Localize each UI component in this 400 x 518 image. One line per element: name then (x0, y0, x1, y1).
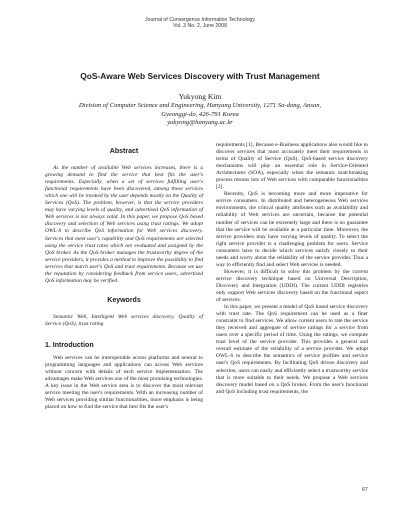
affiliation-line-1: Division of Computer Science and Engineering, Hanyang University, 1271 Sa-dong, Ansan, (78, 102, 322, 110)
right-column (216, 142, 368, 396)
right-paragraph-1: requirements [1]. Because e-Business applications also would like to discover services that most accurately meet their requirements in terms of Quality of Service (QoS), QoS-based service discovery mechanisms will play an essential role in Service-Oriented Architectures (SOA), especially when the semantic matchmaking process returns lots of Web services with comparable functionalities [2]. (216, 142, 368, 191)
author-email: yukyong@hanyang.ac.kr (167, 118, 233, 126)
abstract-text: As the number of available Web services increases, there is a growing demand to find the service that best fits the user's requirements. Especially, when a set of services fulfilling user's functional requirements have been discovered, among these services which one will be invoked by the user depends mostly on the Quality of Services (QoS). The problem, however, is that the service providers may have varying levels of quality, and advertised QoS information of Web services is not always valid. In this paper, we propose QoS based discovery and selection of Web services using trust ratings. We adopt OWL-S to describe QoS information for Web services discovery. Services that meet user's capability and QoS requirements are selected using the service trust rates which are evaluated and assigned by the QoS broker. As the QoS broker manages the trustworthy degree of the service providers, it provides a method to improve the possibility to find services that match user's QoS and trust requirements. Because we use the reputation by considering feedback from service users, advertised QoS information may be verified. (45, 165, 203, 284)
journal-issue: Vol. 3 No. 2, June 2008 (173, 23, 227, 30)
abstract-heading: Abstract (109, 148, 139, 155)
paper-title: QoS-Aware Web Services Discovery with Trust Management (80, 71, 320, 81)
keywords-heading: Keywords (107, 296, 141, 304)
author-name: Yukyong Kim (178, 92, 222, 101)
journal-name: Journal of Convergence Information Technology (144, 17, 256, 23)
introduction-heading: 1. Introduction (45, 341, 94, 349)
keywords-text: Semantic Web, Intelligent Web services discovery, Quality of Service (QoS), trust rating (45, 313, 203, 327)
author-block (0, 93, 400, 127)
introduction-text: Web services can be interoperable across platforms and neutral to programming languages and applications can access Web services without concern with details of each service implementation. The advantages make Web services one of the most promising technologies. A key issue in the Web service area is to discover the most relevant service meeting the user's requirements. With an increasing number of Web services providing similar functionalities, more emphasis is being placed on how to find the service that best fits the user's (45, 355, 203, 411)
affiliation-line-2: Gyeonggi-do, 426-791 Korea (161, 110, 239, 118)
journal-header (0, 17, 400, 30)
right-paragraph-2: Recently, QoS is becoming more and more imperative for service consumers. In distributed and heterogeneous Web services environments, the critical quality attributes such as availability and reliability of Web services are uncertain, because the potential number of services can be extremely large and there is no guarantee that the service will be available at a particular time. Moreover, the service providers may have varying levels of quality. To select the right service provider is a challenging problem for users. Service consumers have to decide which services satisfy closely to their needs and worry about the reliability of the service provider. Thus a way to efficiently find and select Web services is needed. (216, 191, 368, 268)
right-paragraph-3: However, it is difficult to solve this problem by the current service discovery technique based on Universal Description, Discovery and Integration (UDDI). The current UDDI registries only support Web services discovery based on the functional aspect of services. (216, 268, 368, 304)
page-number: 67 (362, 487, 368, 493)
left-column (45, 142, 203, 411)
right-paragraph-4: In this paper, we present a model of QoS based service discovery with trust rate. The QoS requirement can be used as a finer constraint to find services. We allow current users to rate the service they received and aggregate of service ratings for a service from users over a specific period of time. Using the ratings, we compute trust level of the service provider. This provides a general and overall estimate of the reliability of a service provider. We adopt OWL-S to describe the semantics of service profiles and service user's QoS requirements. By facilitating QoS driven discovery and selection, users can easily and efficiently select a trustworthy service that is more suitable to their needs. We propose a Web services discovery model based on a QoS broker. From the user's functional and QoS including trust requirements, the (216, 304, 368, 395)
